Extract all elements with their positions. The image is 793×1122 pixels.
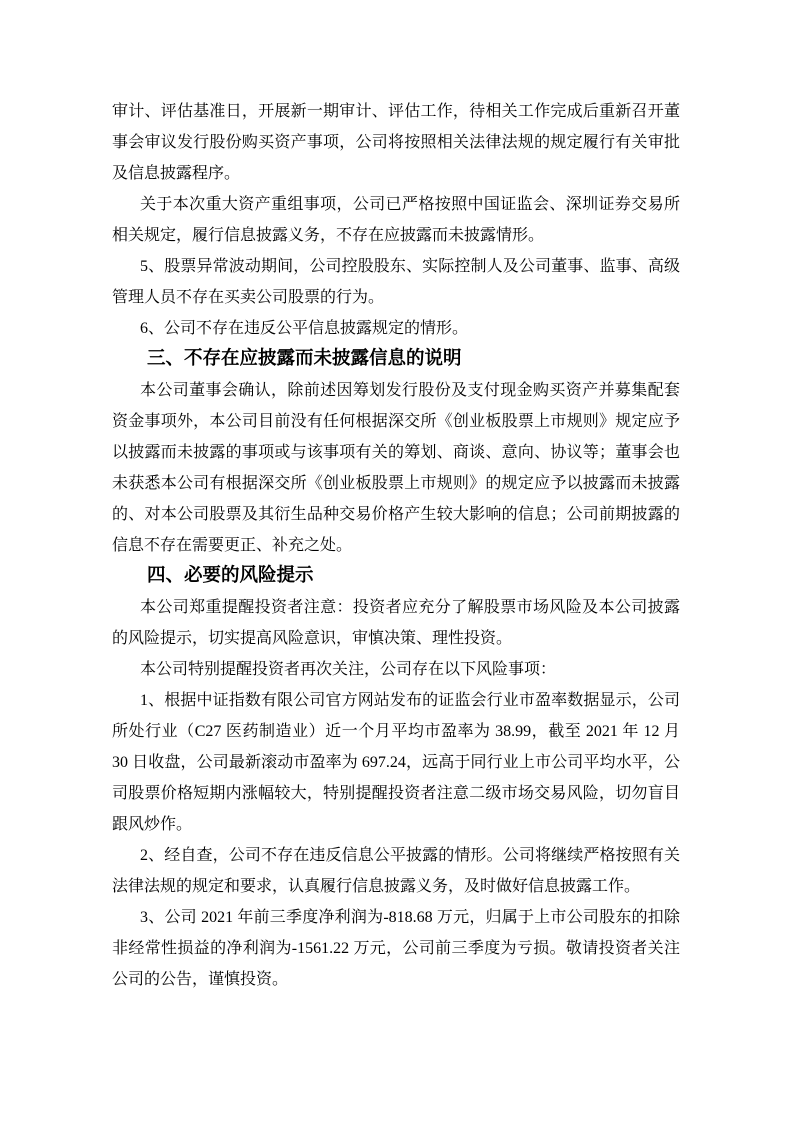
paragraph: 关于本次重大资产重组事项，公司已严格按照中国证监会、深圳证券交易所相关规定，履行信息披露义务，不存在应披露而未披露情形。: [112, 196, 680, 244]
paragraph: 本公司郑重提醒投资者注意：投资者应充分了解股票市场风险及本公司披露的风险提示，切实提高风险意识，审慎决策、理性投资。: [112, 599, 680, 647]
paragraph-risk-1: 1、根据中证指数有限公司官方网站发布的证监会行业市盈率数据显示，公司所处行业（C27 医药制造业）近一个月平均市盈率为 38.99，截至 2021 年 12 月 30 日收盘，公司最新滚动市盈率为 697.24，远高于同行业上市公司平均水平，公司股票价格短期内涨幅较大，特别提醒投资者注意二级市场交易风险，切勿盲目跟风炒作。: [112, 692, 680, 833]
paragraph-risk-3: 3、公司 2021 年前三季度净利润为-818.68 万元，归属于上市公司股东的扣除非经常性损益的净利润为-1561.22 万元，公司前三季度为亏损。敬请投资者关注公司的公告，谨慎投资。: [112, 909, 680, 988]
paragraph: 本公司特别提醒投资者再次关注，公司存在以下风险事项：: [140, 661, 557, 678]
paragraph-item-6: 6、公司不存在违反公平信息披露规定的情形。: [140, 320, 469, 337]
section-heading-3: 三、不存在应披露而未披露信息的说明: [147, 349, 462, 369]
document-body: [112, 96, 680, 995]
paragraph-continuation: 审计、评估基准日，开展新一期审计、评估工作，待相关工作完成后重新召开董事会审议发行股份购买资产事项，公司将按照相关法律法规的规定履行有关审批及信息披露程序。: [112, 103, 680, 182]
section-heading-4: 四、必要的风险提示: [147, 566, 314, 586]
paragraph-risk-2: 2、经自查，公司不存在违反信息公平披露的情形。公司将继续严格按照有关法律法规的规定和要求，认真履行信息披露义务，及时做好信息披露工作。: [112, 847, 680, 895]
paragraph-item-5: 5、股票异常波动期间，公司控股股东、实际控制人及公司董事、监事、高级管理人员不存在买卖公司股票的行为。: [112, 258, 680, 306]
paragraph: 本公司董事会确认，除前述因筹划发行股份及支付现金购买资产并募集配套资金事项外，本公司目前没有任何根据深交所《创业板股票上市规则》规定应予以披露而未披露的事项或与该事项有关的筹划、商谈、意向、协议等；董事会也未获悉本公司有根据深交所《创业板股票上市规则》的规定应予以披露而未披露的、对本公司股票及其衍生品种交易价格产生较大影响的信息；公司前期披露的信息不存在需要更正、补充之处。: [112, 382, 680, 554]
